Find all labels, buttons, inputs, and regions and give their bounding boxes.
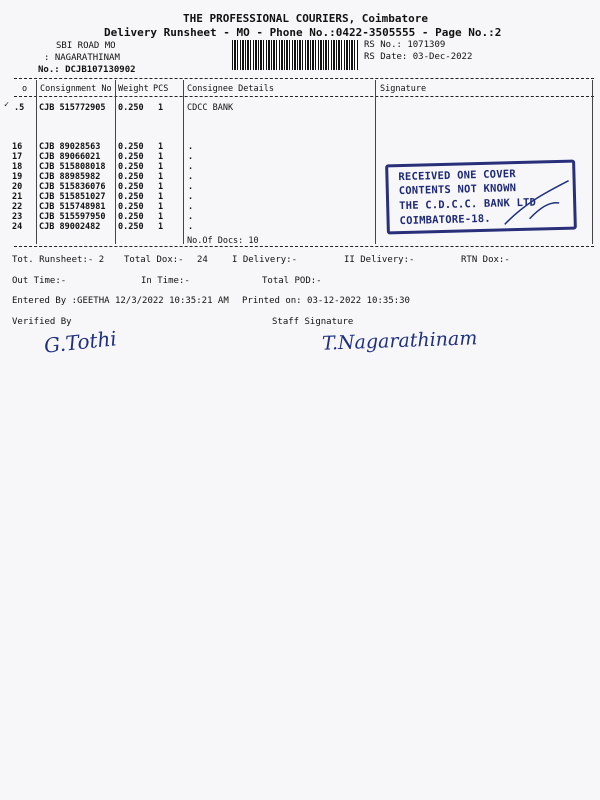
col-header-weight: Weight: [118, 84, 149, 94]
col-header-signature: Signature: [380, 84, 427, 94]
total-dox-value: 24: [197, 255, 208, 265]
row-pcs: 1: [158, 152, 164, 162]
row-consignee: CDCC BANK: [187, 103, 234, 113]
column-line: [115, 80, 116, 244]
row-sno: 18: [12, 162, 23, 172]
row-dot: .: [188, 162, 194, 172]
rs-number: RS No.: 1071309: [364, 40, 446, 50]
stamp-initial-mark: [498, 172, 580, 234]
row-consignment: CJB 515808018: [39, 162, 106, 172]
row-weight: 0.250: [118, 212, 144, 222]
row-sno: 17: [12, 152, 23, 162]
row-weight: 0.250: [118, 182, 144, 192]
total-runsheet: Tot. Runsheet:- 2: [12, 255, 105, 265]
row-pcs: 1: [158, 212, 164, 222]
runsheet-reference: No.: DCJB107130902: [38, 65, 136, 75]
column-line: [183, 80, 184, 244]
row-pcs: 1: [158, 222, 164, 232]
row-consignment: CJB 88985982: [39, 172, 101, 182]
tick-mark: ✓: [4, 100, 10, 110]
row-weight: 0.250: [118, 192, 144, 202]
col-header-pcs: PCS: [153, 84, 169, 94]
in-time: In Time:-: [141, 276, 190, 286]
row-consignment: CJB 515597950: [39, 212, 106, 222]
row-dot: .: [188, 222, 194, 232]
row-consignment: CJB 515748981: [39, 202, 106, 212]
row-weight: 0.250: [118, 142, 144, 152]
row-consignment: CJB 89028563: [39, 142, 101, 152]
staff-signature: T.Nagarathinam: [321, 327, 478, 355]
row-sno: 21: [12, 192, 23, 202]
col-header-sno: o: [22, 84, 28, 94]
row-weight: 0.250: [118, 152, 144, 162]
row-weight: 0.250: [118, 162, 144, 172]
row-pcs: 1: [158, 182, 164, 192]
row-pcs: 1: [158, 142, 164, 152]
divider: [14, 78, 594, 79]
row-dot: .: [188, 142, 194, 152]
row-consignment: CJB 89066021: [39, 152, 101, 162]
row-weight: 0.250: [118, 222, 144, 232]
col-header-consignee: Consignee Details: [187, 84, 274, 94]
rs-date: RS Date: 03-Dec-2022: [364, 52, 473, 62]
column-line: [592, 80, 593, 244]
row-pcs: 1: [158, 103, 164, 113]
row-pcs: 1: [158, 202, 164, 212]
row-sno: 20: [12, 182, 23, 192]
row-sno: 23: [12, 212, 23, 222]
column-line: [36, 80, 37, 244]
row-dot: .: [188, 192, 194, 202]
bank-stamp: [385, 160, 577, 235]
runsheet-subtitle: Delivery Runsheet - MO - Phone No.:0422-3505555 - Page No.:2: [104, 26, 502, 39]
stamp-line: RECEIVED ONE COVER: [398, 168, 516, 184]
no-of-docs: No.Of Docs: 10: [187, 236, 259, 246]
row-dot: .: [188, 152, 194, 162]
entered-by: Entered By :GEETHA 12/3/2022 10:35:21 AM: [12, 296, 229, 306]
verifier-signature: G.Tothi: [42, 326, 118, 358]
row-dot: .: [188, 172, 194, 182]
row-consignment: CJB 89002482: [39, 222, 101, 232]
staff-name: : NAGARATHINAM: [44, 53, 120, 63]
divider: [14, 246, 594, 247]
row-weight: 0.250: [118, 202, 144, 212]
company-title: THE PROFESSIONAL COURIERS, Coimbatore: [183, 12, 429, 25]
rtn-dox: RTN Dox:-: [461, 255, 510, 265]
barcode: [232, 40, 358, 70]
row-weight: 0.250: [118, 103, 144, 113]
col-header-consignment: Consignment No: [40, 84, 112, 94]
divider: [14, 96, 594, 97]
row-pcs: 1: [158, 172, 164, 182]
verified-by-label: Verified By: [12, 317, 72, 327]
row-sno: 24: [12, 222, 23, 232]
staff-signature-label: Staff Signature: [272, 317, 354, 327]
total-pod: Total POD:-: [262, 276, 322, 286]
column-line: [375, 80, 376, 244]
row-weight: 0.250: [118, 172, 144, 182]
row-sno: 16: [12, 142, 23, 152]
row-consignment: CJB 515772905: [39, 103, 106, 113]
row-dot: .: [188, 202, 194, 212]
i-delivery: I Delivery:-: [232, 255, 298, 265]
row-pcs: 1: [158, 162, 164, 172]
stamp-line: THE C.D.C.C. BANK LTD: [399, 196, 537, 213]
row-dot: .: [188, 212, 194, 222]
ii-delivery: II Delivery:-: [344, 255, 415, 265]
stamp-line: CONTENTS NOT KNOWN: [398, 182, 517, 198]
row-consignment: CJB 515836076: [39, 182, 106, 192]
row-consignment: CJB 515851027: [39, 192, 106, 202]
row-pcs: 1: [158, 192, 164, 202]
row-sno: .5: [14, 103, 25, 113]
total-dox-label: Total Dox:-: [124, 255, 184, 265]
branch-name: SBI ROAD MO: [56, 41, 116, 51]
row-sno: 22: [12, 202, 23, 212]
row-dot: .: [188, 182, 194, 192]
stamp-line: COIMBATORE-18.: [399, 212, 492, 228]
row-sno: 19: [12, 172, 23, 182]
printed-on: Printed on: 03-12-2022 10:35:30: [242, 296, 410, 306]
out-time: Out Time:-: [12, 276, 67, 286]
